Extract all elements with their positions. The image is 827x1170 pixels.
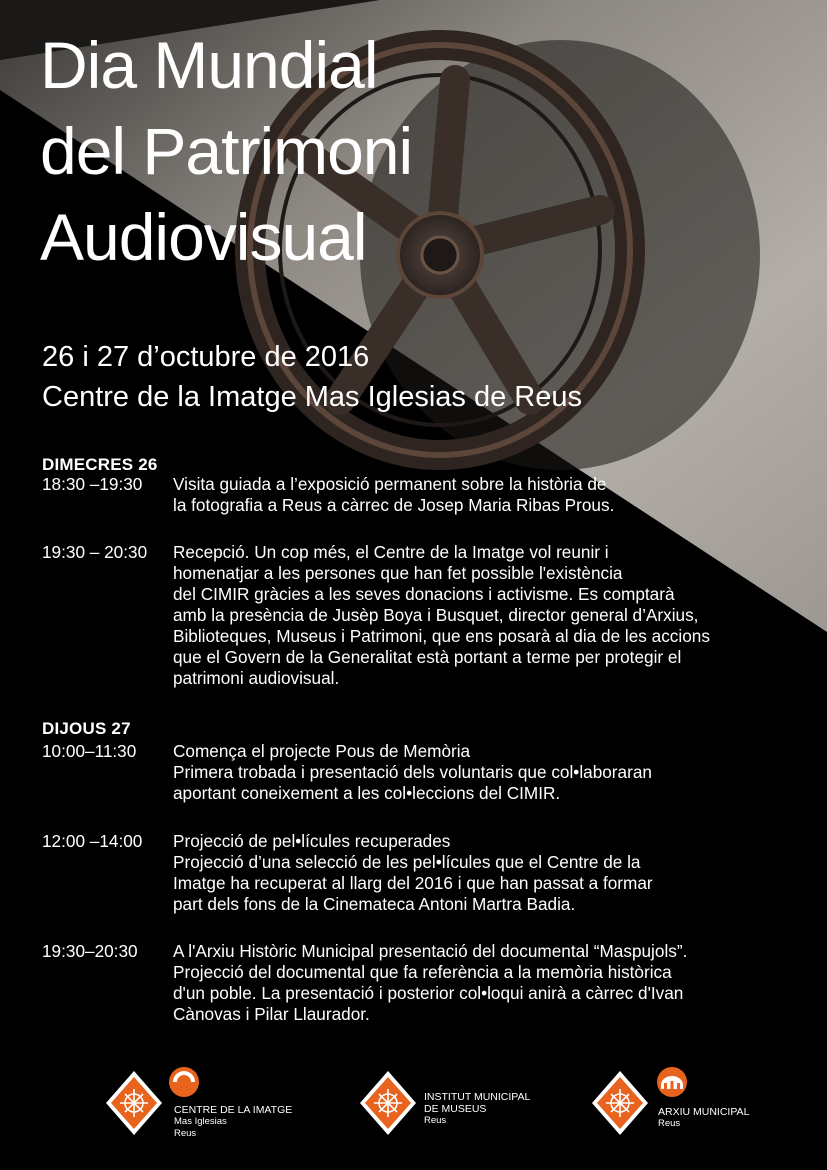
title-line-2: del Patrimoni xyxy=(40,114,413,188)
camera-lens-icon xyxy=(164,1065,204,1105)
event-time: 18:30 –19:30 xyxy=(42,474,143,494)
event-line: Projecció d’una selecció de les pel•lícules que el Centre de la xyxy=(173,852,641,872)
event-description xyxy=(173,542,813,689)
event-line: del CIMIR gràcies a les seves donacions i activisme. Es comptarà xyxy=(173,584,675,604)
logo-arxiu-municipal xyxy=(590,1065,790,1145)
logo-line: Reus xyxy=(174,1128,197,1139)
diamond-rose-icon xyxy=(104,1065,170,1143)
event-line: que el Govern de la Generalitat està portant a terme per protegir el xyxy=(173,647,682,667)
event-time: 19:30–20:30 xyxy=(42,941,138,961)
logo-line: INSTITUT MUNICIPAL xyxy=(424,1091,531,1103)
event-line: Comença el projecte Pous de Memòria xyxy=(173,741,471,761)
event-line: patrimoni audiovisual. xyxy=(173,668,340,688)
logo-institut-museus xyxy=(358,1065,558,1145)
logo-line: DE MUSEUS xyxy=(424,1103,487,1115)
event-dates: 26 i 27 d’octubre de 2016 xyxy=(42,341,370,373)
event-line: Projecció de pel•lícules recuperades xyxy=(173,831,451,851)
event-line: d'un poble. La presentació i posterior col•loqui anirà a càrrec d'Ivan xyxy=(173,983,684,1003)
event-line: amb la presència de Jusèp Boya i Busquet, director general d’Arxius, xyxy=(173,605,699,625)
event-line: Primera trobada i presentació dels voluntaris que col•laboraran xyxy=(173,762,652,782)
logo-centre-imatge xyxy=(104,1065,304,1145)
event-line: la fotografia a Reus a càrrec de Josep Maria Ribas Prous. xyxy=(173,495,615,515)
logo-line: CENTRE DE LA IMATGE xyxy=(174,1104,293,1116)
event-line: part dels fons de la Cinemateca Antoni Martra Badia. xyxy=(173,894,576,914)
event-line: Recepció. Un cop més, el Centre de la Imatge vol reunir i xyxy=(173,542,609,562)
event-line: Biblioteques, Museus i Patrimoni, que ens posarà al dia de les accions xyxy=(173,626,710,646)
event-description xyxy=(173,474,813,516)
event-time: 12:00 –14:00 xyxy=(42,831,143,851)
event-line: Cànovas i Pilar Llaurador. xyxy=(173,1004,370,1024)
event-description xyxy=(173,831,813,915)
day-heading-thursday: DIJOUS 27 xyxy=(42,719,131,738)
title-line-1: Dia Mundial xyxy=(40,28,378,102)
title-line-3: Audiovisual xyxy=(40,200,367,274)
diamond-rose-icon xyxy=(590,1065,656,1143)
day-heading-wednesday: DIMECRES 26 xyxy=(42,455,158,474)
diamond-rose-icon xyxy=(358,1065,424,1143)
event-subtitle xyxy=(42,337,582,417)
event-description xyxy=(173,941,813,1025)
event-time: 10:00–11:30 xyxy=(42,741,137,761)
logo-line: Reus xyxy=(424,1115,447,1126)
event-time: 19:30 – 20:30 xyxy=(42,542,148,562)
event-line: Projecció del documental que fa referència a la memòria històrica xyxy=(173,962,672,982)
event-line: Visita guiada a l’exposició permanent sobre la història de xyxy=(173,474,607,494)
logo-line: ARXIU MUNICIPAL xyxy=(658,1106,750,1118)
archive-arch-icon xyxy=(652,1065,692,1105)
event-description xyxy=(173,741,813,804)
logo-line: Reus xyxy=(658,1118,681,1129)
poster-title xyxy=(40,22,412,280)
logo-line: Mas Iglesias xyxy=(174,1116,227,1127)
event-venue: Centre de la Imatge Mas Iglesias de Reus xyxy=(42,381,582,413)
event-line: aportant coneixement a les col•leccions del CIMIR. xyxy=(173,783,561,803)
event-line: A l'Arxiu Històric Municipal presentació del documental “Maspujols”. xyxy=(173,941,688,961)
event-line: homenatjar a les persones que han fet possible l'existència xyxy=(173,563,623,583)
event-line: Imatge ha recuperat al llarg del 2016 i que han passat a formar xyxy=(173,873,653,893)
